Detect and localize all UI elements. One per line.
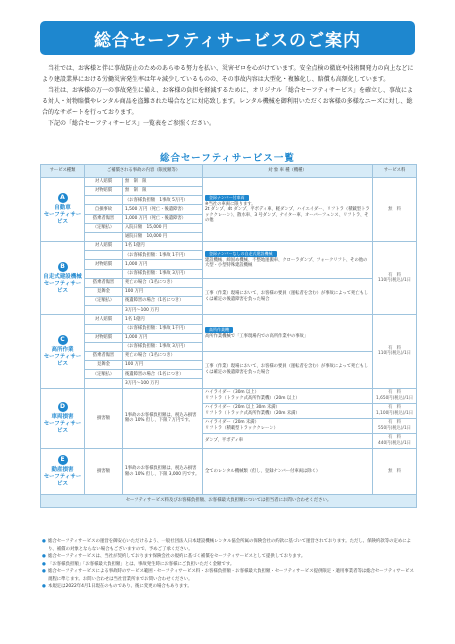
category-name: 自動車 [54,205,71,212]
vehicle-tag: 登録ナンバーなしの自走式建設機械 [205,251,277,257]
coverage-item: （定額払） [85,370,123,379]
coverage-amount: 100 万円 [123,361,203,370]
note-item [42,583,414,591]
coverage-item: 対物賠償 [85,260,123,269]
fee-label: 有 料 [388,405,401,411]
table-row [41,315,417,324]
category-sub: セーフティサービス [43,474,82,487]
vehicle-line: ダンプ、平ボディ車 [205,438,244,444]
note-text: 「お客様負担額」「お客様最大負担額」とは、事故発生時にお客様にご負担いただく金額です。 [48,561,235,567]
category-name: 高所作業 [51,346,74,353]
fee-d-3 [373,418,417,433]
coverage-item: 搭乗者傷害 [85,278,123,287]
coverage-item [85,306,123,315]
vehicle-line: リフトラ（積載型トラッククレーン） [205,425,278,431]
coverage-amount: 入院日額 15,000 円 [123,223,203,232]
fee-label: 有 料 [388,435,401,441]
coverage-item: 搭乗者傷害 [85,214,123,223]
vehicles-a [203,178,373,242]
vehicles-e: 全てのレンタル機械類（但し、登録ナンバー付車両は除く） [203,449,373,495]
coverage-item: 対物賠償 [85,187,123,196]
coverage-amount: （お客様負担額：1事故 3万円） [123,269,203,278]
coverage-amount: 1,000 万円 [123,260,203,269]
vehicles-b-2: 工事（作業）現場において、お客様の要員（運転者を含む）が事故によって死亡もしくは確定の後遺障害を負った場合 [203,278,373,315]
table-row [41,351,417,360]
coverage-item: 損害額 [85,449,123,495]
coverage-item [85,251,123,260]
note-text: 本規定は2022年4月1日現在のものであり、後に変更の場合もあります。 [48,584,192,589]
header-vehicles: 対 象 車 種（機種） [203,165,373,178]
coverage-item: 搭乗者傷害 [85,351,123,360]
fee-d-1 [373,388,417,403]
coverage-amount: 無 制 限 [123,187,203,196]
fee-amount: 110円(税込)/1日 [378,278,411,284]
coverage-item: 対人賠償 [85,315,123,324]
fee-d-4 [373,433,417,448]
category-name: 自走式建設機械 [43,273,82,280]
category-e [41,449,85,495]
header-coverage: ご補償される事故の内容（限度額等） [85,165,203,178]
table-row [41,278,417,287]
vehicle-line: ハイライダー（20m 以上 30m 未満） [205,405,280,411]
note-item [42,538,414,553]
vehicles-d-2 [203,403,373,418]
intro-text [42,63,414,129]
category-badge: A [58,193,68,203]
coverage-amount: 後遺障害の場合（1名につき） [123,297,203,306]
category-badge: D [58,402,68,412]
category-badge: B [58,262,68,272]
vehicles-d-1 [203,388,373,403]
vehicle-line: ハイライダー（30m 以上） [205,390,259,396]
category-name: 車両損害 [51,413,74,420]
coverage-amount: 無 制 限 [123,178,203,187]
category-badge: E [58,455,68,465]
category-b [41,242,85,315]
note-item [42,568,414,583]
intro-paragraph-2: 当社は、お客様の万一の事故発生に備え、お客様の負担を軽減するために、オリジナル「総合セーフティサービス」を確立し、事故による対人・対物賠償やレンタル商品を盗難された場合などに対応致します。レンタル機械を御利用いただくお客様の多様なニーズに対し、総合的なサポートを行っております。 [42,87,414,116]
coverage-item [85,232,123,241]
coverage-amount: 1名 1億円 [123,315,203,324]
bullet-icon: ● [42,569,46,574]
table-footer: セーフティサービス料及びお客様負担額、お客様最大負担額については担当者にお問い合わせください。 [41,495,417,508]
bullet-icon: ● [42,539,46,544]
category-sub: セーフティサービス [43,353,82,367]
coverage-item [85,196,123,205]
coverage-item: 見舞金 [85,361,123,370]
fee-c [373,315,417,388]
intro-paragraph-1: 当社では、お客様と伴に事故防止のためのあらゆる努力を払い、災害ゼロを心がけています。安全点検の徹底や技術開発力の向上などにより建設業界における労働災害発生率は年々減少しているものの、その事故内容は大型化・複雑化し、賠償も高額化しています。 [42,65,414,83]
coverage-item: 自損事故 [85,205,123,214]
category-badge: C [58,335,68,345]
vehicles-d-4 [203,433,373,448]
fee-d-2 [373,403,417,418]
coverage-amount: 3万円～100 万円 [123,379,203,388]
coverage-amount: 100 万円 [123,287,203,296]
category-name: 動産損害 [51,467,74,473]
table-row [41,388,417,403]
vehicles-c [203,315,373,352]
fee-amount: 440円(税込)/1日 [378,440,411,446]
intro-paragraph-3: 下記の「総合セーフティサービス」一覧表をご参照ください。 [48,120,215,127]
vehicle-line: リフトラ（トラック式高所作業機）（20m 未満） [205,410,300,416]
bullet-icon: ● [42,561,46,567]
vehicle-tag: 高所作業機 [205,327,233,333]
coverage-amount: 1,000 万円 [123,333,203,342]
coverage-item: 対人賠償 [85,242,123,251]
note-item [42,561,414,569]
coverage-amount: 1名 1億円 [123,242,203,251]
header-fee: サービス料 [373,165,417,178]
fee-label: 有 料 [388,272,401,278]
coverage-item: 見舞金 [85,287,123,296]
note-item [42,553,414,561]
coverage-item: （定額払） [85,297,123,306]
category-sub: セーフティサービス [43,280,82,294]
page-title: 総合セーフティサービスのご案内 [40,21,415,55]
fee-label: 有 料 [388,345,401,351]
category-sub: セーフティサービス [43,420,82,434]
coverage-amount: 1事故のお客様負担額は、税込み損害額の 10% 但し、下限７万円です。 [123,388,203,448]
category-d [41,388,85,448]
vehicle-line: ハイライダー（20m 未満） [205,420,259,426]
table-row [41,449,417,495]
vehicles-c-2: 工事（作業）現場において、お客様の要員（運転者を含む）が事故によって死亡もしくは確定の後遺障害を負った場合 [203,351,373,388]
coverage-amount: 死亡の場合（1名につき） [123,351,203,360]
table-row [41,178,417,187]
fee-b [373,242,417,315]
fee-e: 無 料 [373,449,417,495]
coverage-amount: 1事故のお客様負担額は、税込み損害額の 10% 但し、下限 3,000 円です。 [123,449,203,495]
coverage-amount: 1,000 万円（死亡・後遺障害） [123,214,203,223]
coverage-item [85,379,123,388]
coverage-amount: 通院日額 10,000 円 [123,232,203,241]
vehicle-line: リフトラ（トラック式高所作業機）（20m 以上） [205,395,300,401]
header-service-type: サービス種類 [41,165,85,178]
category-c [41,315,85,388]
service-table [40,164,417,508]
vehicle-list: 建設機械、締固め機械、不整地運搬車、クローラダンプ、フォークリフト、その他の大型・小型特殊建設機械 [205,257,368,269]
fee-a: 無 料 [373,178,417,242]
coverage-amount: 後遺障害の場合（1名につき） [123,370,203,379]
coverage-item [85,342,123,351]
vehicle-list: 2t ダンプ、4t ダンプ、平ボディ車、軽ダンプ、ハイエイダー、リフトラ（積載型トラッククレーン）、散水車、3 号ダンプ、ナイター車、オーバーフェンス、リフトラ、その他 [205,207,370,224]
coverage-item: 損害額 [85,388,123,448]
note-text: 総合セーフティサービスの運営を御安心いただけるよう、一般社団法人日本建設機械レンタル協会所属の保険会社の約款に基づいて運営されております。ただし、保険約款等の定めにより、補償の対象とならない場合もございますので、予めご了承ください。 [48,539,412,552]
table-footer-row [41,495,417,508]
note-text: 総合セーフティサービスは、当社が契約しております保険会社の規約に基づく補償をセーフティサービスとして提供しております。 [48,554,306,559]
category-sub: セーフティサービス [43,212,82,226]
coverage-amount: 死亡の場合（1名につき） [123,278,203,287]
fee-label: 有 料 [388,390,401,396]
note-text: 総合セーフティサービスによる事故時のサービス範囲・セーフティサービス料・お客様負担額・お客様最大負担額・セーフティサービス提供限定・適用事業者等は総合セーフティサービス規程に準じます。お問い合わせは当社営業所までお問い合わせください。 [48,569,414,582]
vehicle-tag: 登録ナンバー付車両 [205,195,249,201]
vehicle-tag-note: ※当社の車両に限ります。 [205,201,256,207]
coverage-amount: （お客様負担額：1事故 1千円） [123,324,203,333]
coverage-item: （定額払） [85,223,123,232]
coverage-amount: （お客様負担額：1事故 3万円） [123,342,203,351]
coverage-amount: （お客様負担額：1事故 1千円） [123,251,203,260]
vehicle-list: 高所作業機械で「工事現場内での高所作業中の事故」 [205,333,309,339]
category-a [41,178,85,242]
table-header-row [41,165,417,178]
section-title: 総合セーフティサービス一覧 [160,153,295,164]
coverage-item: 対人賠償 [85,178,123,187]
fee-amount: 1,100円(税込)/1日 [376,410,414,416]
vehicles-d-3 [203,418,373,433]
fee-label: 有 料 [388,420,401,426]
coverage-amount: 1,500 万円（死亡・後遺障害） [123,205,203,214]
table-row [41,242,417,251]
coverage-item [85,269,123,278]
fee-amount: 110円(税込)/1日 [378,351,411,357]
bullet-icon: ● [42,554,46,559]
coverage-item [85,324,123,333]
coverage-amount: （お客様負担額 1事故 5万円） [123,196,203,205]
fee-amount: 550円(税込)/1日 [378,425,411,431]
bullet-icon: ● [42,584,46,589]
coverage-amount: 3万円～100 万円 [123,306,203,315]
fee-amount: 1,650円(税込)/1日 [376,395,414,401]
coverage-item: 対物賠償 [85,333,123,342]
vehicles-b [203,242,373,279]
notes [42,538,414,591]
